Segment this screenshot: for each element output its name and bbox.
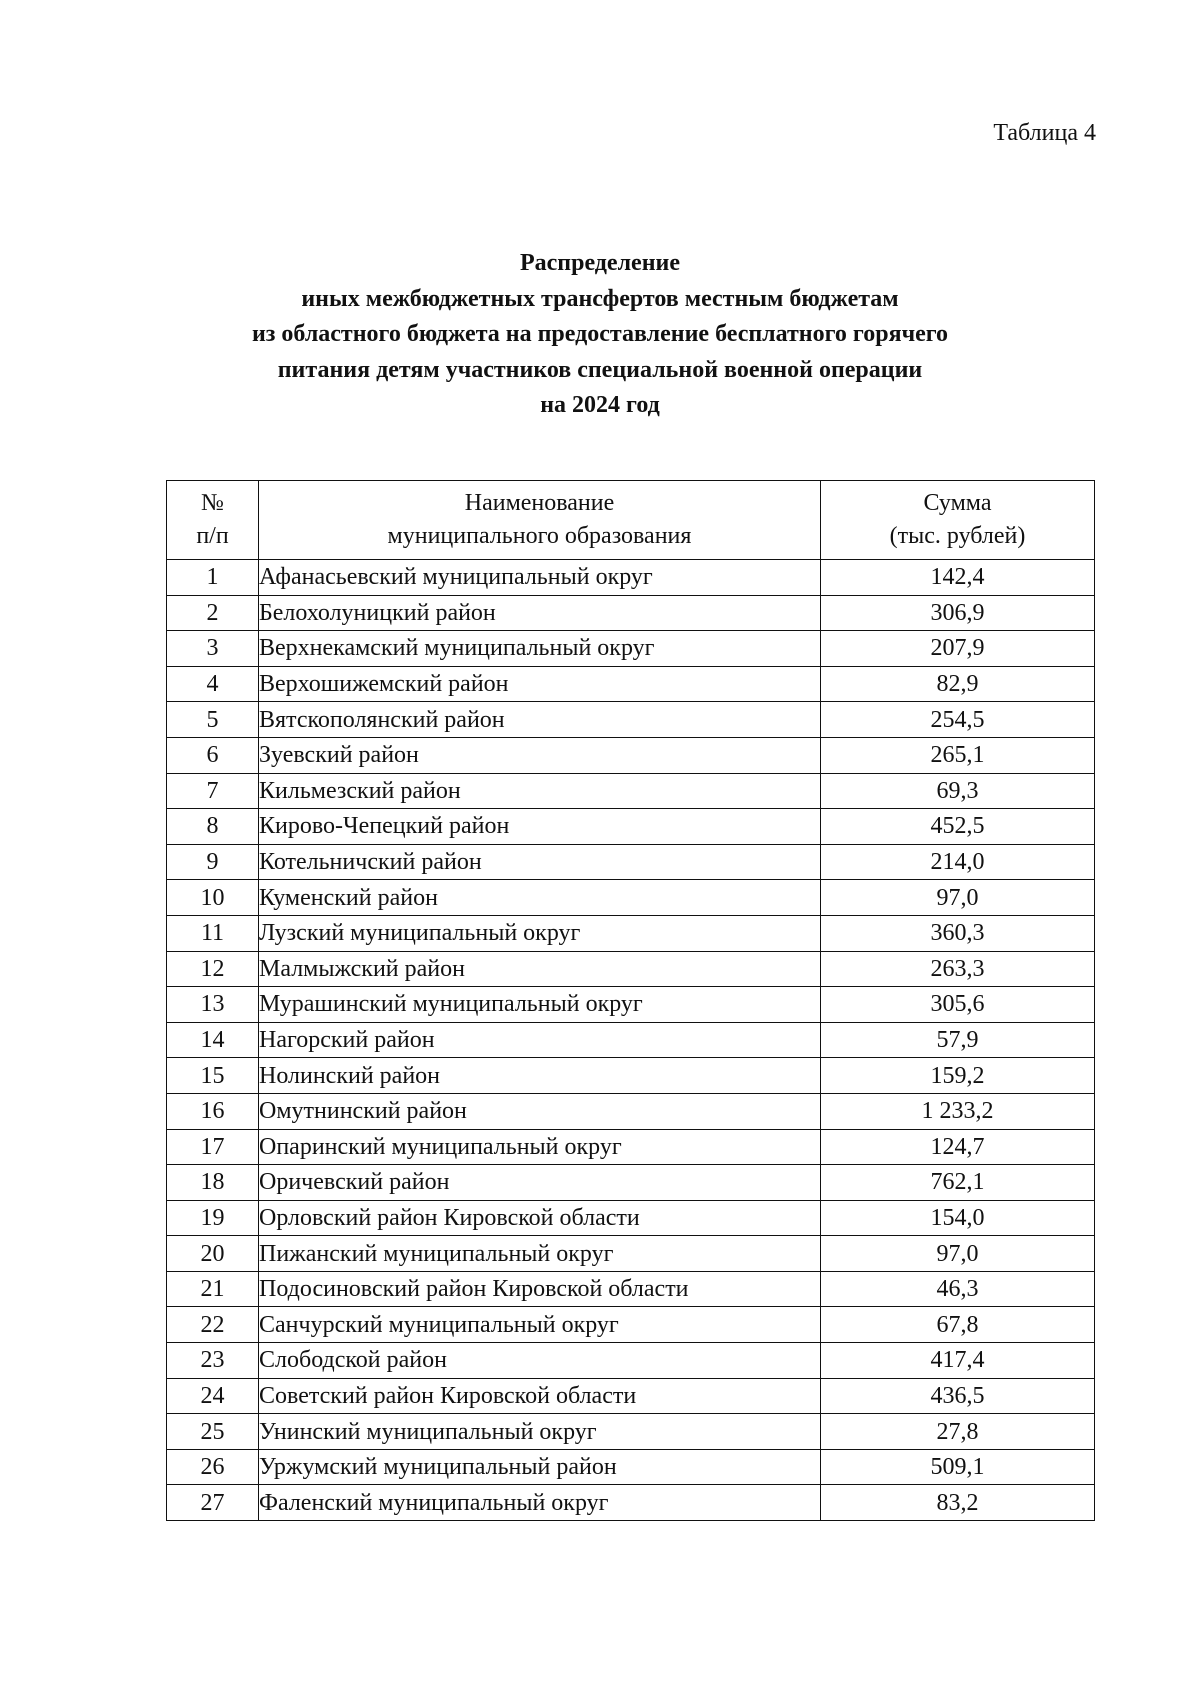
table-row [167, 1236, 1095, 1272]
row-number-cell: 22 [167, 1307, 259, 1343]
table-row [167, 560, 1095, 596]
amount-cell: 46,3 [821, 1271, 1095, 1307]
row-number-cell: 24 [167, 1378, 259, 1414]
municipality-name-cell: Санчурский муниципальный округ [259, 1307, 821, 1343]
table-row [167, 1307, 1095, 1343]
amount-cell: 762,1 [821, 1165, 1095, 1201]
municipality-name-cell: Омутнинский район [259, 1093, 821, 1129]
municipality-name-cell: Нагорский район [259, 1022, 821, 1058]
row-number-cell: 19 [167, 1200, 259, 1236]
row-number-cell: 16 [167, 1093, 259, 1129]
municipality-name-cell: Оричевский район [259, 1165, 821, 1201]
amount-cell: 67,8 [821, 1307, 1095, 1343]
header-number-line: п/п [196, 523, 229, 549]
table-row [167, 880, 1095, 916]
amount-cell: 142,4 [821, 560, 1095, 596]
table-header [167, 481, 1095, 560]
row-number-cell: 8 [167, 809, 259, 845]
row-number-cell: 11 [167, 915, 259, 951]
title-line: из областного бюджета на предоставление бесплатного горячего [251, 321, 949, 347]
row-number-cell: 25 [167, 1414, 259, 1450]
header-name-line: Наименование [464, 490, 615, 516]
row-number-cell: 10 [167, 880, 259, 916]
table-row [167, 844, 1095, 880]
amount-cell: 254,5 [821, 702, 1095, 738]
table-row [167, 1058, 1095, 1094]
row-number-cell: 20 [167, 1236, 259, 1272]
municipality-name-cell: Подосиновский район Кировской области [259, 1271, 821, 1307]
municipality-name-cell: Уржумский муниципальный район [259, 1449, 821, 1485]
amount-cell: 265,1 [821, 737, 1095, 773]
row-number-cell: 12 [167, 951, 259, 987]
municipality-name-cell: Кирово-Чепецкий район [259, 809, 821, 845]
amount-cell: 509,1 [821, 1449, 1095, 1485]
header-sum [821, 481, 1095, 560]
amount-cell: 154,0 [821, 1200, 1095, 1236]
header-name-line: муниципального образования [387, 523, 692, 549]
table-row [167, 1414, 1095, 1450]
table-row [167, 1343, 1095, 1379]
row-number-cell: 17 [167, 1129, 259, 1165]
row-number-cell: 23 [167, 1343, 259, 1379]
amount-cell: 1 233,2 [821, 1093, 1095, 1129]
table-row [167, 1093, 1095, 1129]
municipality-name-cell: Фаленский муниципальный округ [259, 1485, 821, 1521]
amount-cell: 207,9 [821, 631, 1095, 667]
table-row [167, 666, 1095, 702]
table-row [167, 1485, 1095, 1521]
row-number-cell: 15 [167, 1058, 259, 1094]
row-number-cell: 13 [167, 987, 259, 1023]
table-row [167, 595, 1095, 631]
row-number-cell: 14 [167, 1022, 259, 1058]
amount-cell: 452,5 [821, 809, 1095, 845]
municipality-name-cell: Орловский район Кировской области [259, 1200, 821, 1236]
amount-cell: 97,0 [821, 1236, 1095, 1272]
header-name [259, 481, 821, 560]
table-row [167, 737, 1095, 773]
table-row [167, 915, 1095, 951]
row-number-cell: 9 [167, 844, 259, 880]
row-number-cell: 4 [167, 666, 259, 702]
amount-cell: 57,9 [821, 1022, 1095, 1058]
municipality-name-cell: Верхошижемский район [259, 666, 821, 702]
amount-cell: 82,9 [821, 666, 1095, 702]
amount-cell: 417,4 [821, 1343, 1095, 1379]
header-number-line: № [201, 490, 224, 516]
municipality-name-cell: Пижанский муниципальный округ [259, 1236, 821, 1272]
table-row [167, 951, 1095, 987]
amount-cell: 263,3 [821, 951, 1095, 987]
municipality-name-cell: Лузский муниципальный округ [259, 915, 821, 951]
row-number-cell: 3 [167, 631, 259, 667]
municipality-name-cell: Куменский район [259, 880, 821, 916]
table-row [167, 631, 1095, 667]
municipality-name-cell: Белохолуницкий район [259, 595, 821, 631]
row-number-cell: 21 [167, 1271, 259, 1307]
amount-cell: 69,3 [821, 773, 1095, 809]
table-row [167, 1129, 1095, 1165]
row-number-cell: 6 [167, 737, 259, 773]
header-row [167, 481, 1095, 560]
distribution-table [166, 480, 1095, 1521]
table-row [167, 702, 1095, 738]
title-line: иных межбюджетных трансфертов местным бюджетам [301, 285, 899, 312]
title-line: Распределение [519, 250, 681, 276]
municipality-name-cell: Вятскополянский район [259, 702, 821, 738]
municipality-name-cell: Афанасьевский муниципальный округ [259, 560, 821, 596]
header-sum-line: (тыс. рублей) [889, 523, 1026, 549]
table-number-label: Таблица 4 [993, 120, 1096, 146]
header-sum-line: Сумма [923, 490, 992, 516]
amount-cell: 306,9 [821, 595, 1095, 631]
row-number-cell: 2 [167, 595, 259, 631]
municipality-name-cell: Слободской район [259, 1343, 821, 1379]
municipality-name-cell: Малмыжский район [259, 951, 821, 987]
table-row [167, 1449, 1095, 1485]
row-number-cell: 27 [167, 1485, 259, 1521]
row-number-cell: 18 [167, 1165, 259, 1201]
municipality-name-cell: Кильмезский район [259, 773, 821, 809]
table-body [167, 560, 1095, 1521]
table-row [167, 773, 1095, 809]
amount-cell: 83,2 [821, 1485, 1095, 1521]
row-number-cell: 1 [167, 560, 259, 596]
municipality-name-cell: Котельничский район [259, 844, 821, 880]
amount-cell: 159,2 [821, 1058, 1095, 1094]
header-number [167, 481, 259, 560]
municipality-name-cell: Мурашинский муниципальный округ [259, 987, 821, 1023]
table-row [167, 1378, 1095, 1414]
municipality-name-cell: Советский район Кировской области [259, 1378, 821, 1414]
table-row [167, 809, 1095, 845]
municipality-name-cell: Опаринский муниципальный округ [259, 1129, 821, 1165]
municipality-name-cell: Верхнекамский муниципальный округ [259, 631, 821, 667]
row-number-cell: 26 [167, 1449, 259, 1485]
title-line: на 2024 год [540, 392, 660, 418]
table-row [167, 987, 1095, 1023]
amount-cell: 360,3 [821, 915, 1095, 951]
row-number-cell: 5 [167, 702, 259, 738]
table-row [167, 1271, 1095, 1307]
amount-cell: 124,7 [821, 1129, 1095, 1165]
table-row [167, 1022, 1095, 1058]
row-number-cell: 7 [167, 773, 259, 809]
document-title [0, 246, 1200, 424]
municipality-name-cell: Унинский муниципальный округ [259, 1414, 821, 1450]
amount-cell: 436,5 [821, 1378, 1095, 1414]
table-row [167, 1200, 1095, 1236]
amount-cell: 305,6 [821, 987, 1095, 1023]
amount-cell: 97,0 [821, 880, 1095, 916]
municipality-name-cell: Нолинский район [259, 1058, 821, 1094]
amount-cell: 214,0 [821, 844, 1095, 880]
amount-cell: 27,8 [821, 1414, 1095, 1450]
title-line: питания детям участников специальной военной операции [277, 356, 923, 383]
table-row [167, 1165, 1095, 1201]
municipality-name-cell: Зуевский район [259, 737, 821, 773]
